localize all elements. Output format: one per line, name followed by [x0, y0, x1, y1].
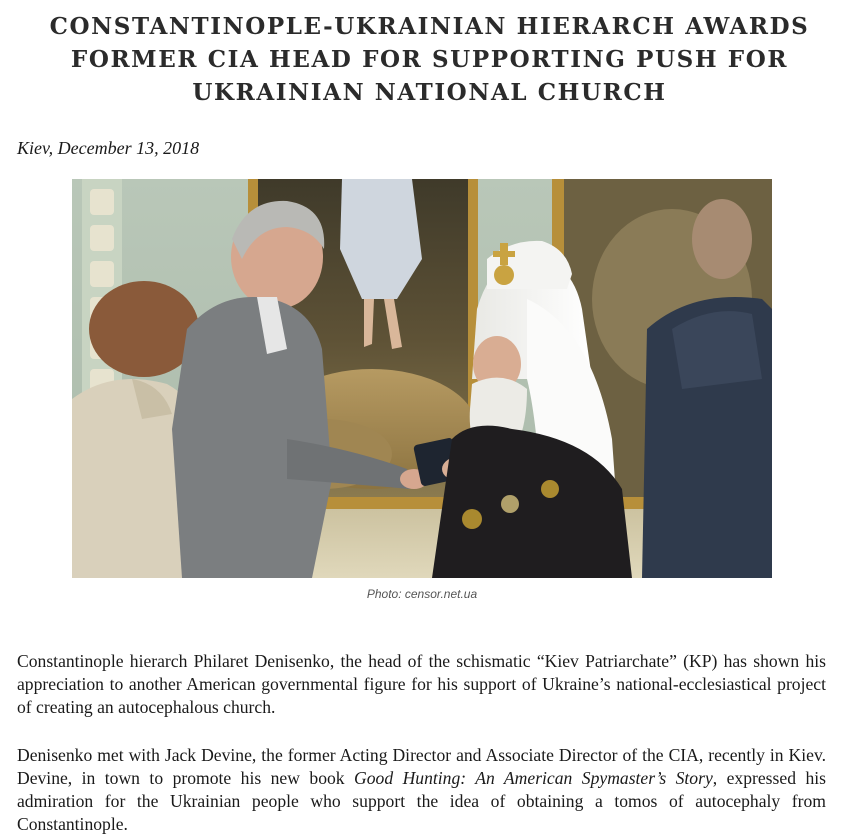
article-dateline: Kiev, December 13, 2018: [17, 138, 200, 158]
article-title: CONSTANTINOPLE-UKRAINIAN HIERARCH AWARDS FORMER CIA HEAD FOR SUPPORTING PUSH FOR UKRAINIAN NATIONAL CHURCH: [49, 13, 810, 106]
paragraph-text: Denisenko met with Jack Devine, the former Acting Director and Associate Director of the CIA, recently in Kiev. Devine, in town to promote his new book: [17, 745, 826, 788]
paragraph-text: , expressed his admiration for the Ukrainian people who support the idea of obtaining a tomos of autocephaly from Constantinople.: [17, 768, 826, 834]
article-photo: [72, 179, 772, 578]
article-paragraph: [17, 744, 826, 836]
photo-caption: Photo: censor.net.ua: [366, 587, 478, 601]
news-photo-icon: [72, 179, 772, 578]
book-title: Good Hunting: An American Spymaster’s Story: [354, 768, 713, 788]
article-paragraph: Constantinople hierarch Philaret Denisenko, the head of the schismatic “Kiev Patriarchate” (KP) has shown his appreciation to another American governmental figure for his support of Ukraine’s national-ecclesiastical project of creating an autocephalous church.: [17, 651, 826, 717]
